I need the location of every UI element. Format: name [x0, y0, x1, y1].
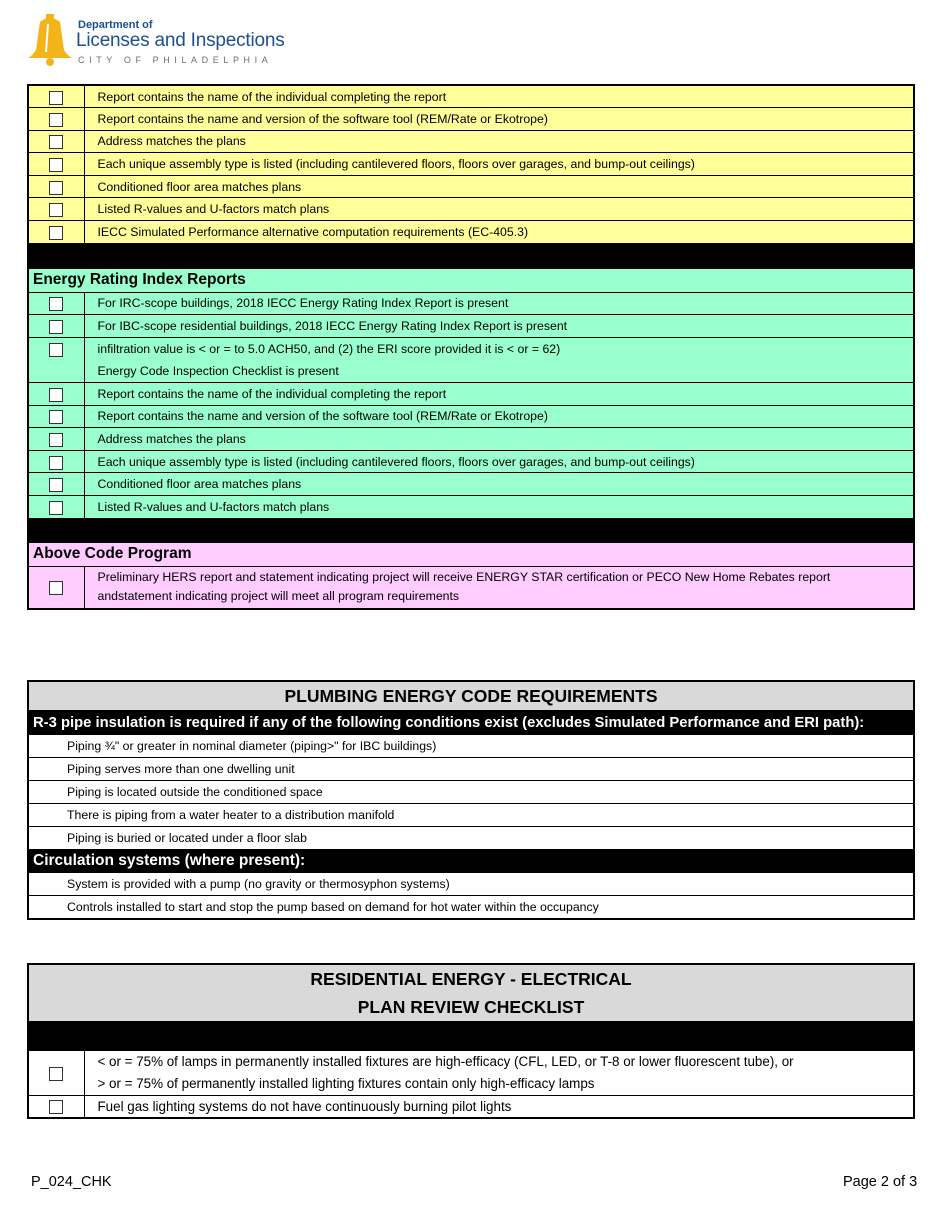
electrical-item	[84, 1051, 914, 1096]
electrical-table	[27, 963, 915, 1119]
circulation-heading: Circulation systems (where present):	[28, 849, 914, 873]
item-text: Energy Code Inspection Checklist is present	[84, 360, 914, 383]
item-text: infiltration value is < or = to 5.0 ACH50, and (2) the ERI score provided it is < or = 62)	[84, 337, 914, 360]
eri-heading-row	[28, 269, 914, 292]
section-divider	[28, 518, 914, 543]
item-text: For IBC-scope residential buildings, 2018 IECC Energy Rating Index Report is present	[84, 315, 914, 338]
section-divider	[28, 243, 914, 269]
item-text: Address matches the plans	[84, 428, 914, 451]
checklist-row	[28, 337, 914, 360]
checklist-row	[28, 175, 914, 198]
plumbing-row	[28, 781, 914, 804]
checkbox[interactable]	[49, 1100, 63, 1114]
electrical-title-line-1: RESIDENTIAL ENERGY - ELECTRICAL	[310, 969, 632, 989]
checkbox[interactable]	[49, 581, 63, 595]
electrical-item: Fuel gas lighting systems do not have continuously burning pilot lights	[97, 1098, 512, 1114]
item-text: Report contains the name of the individual completing the report	[84, 383, 914, 406]
circulation-item: Controls installed to start and stop the pump based on demand for hot water within the occupancy	[67, 900, 599, 914]
item-text: Report contains the name and version of the software tool (REM/Rate or Ekotrope)	[84, 108, 914, 131]
department-logo	[26, 12, 326, 70]
checkbox[interactable]	[49, 433, 63, 447]
section-divider	[28, 1021, 914, 1051]
checklist-row	[28, 496, 914, 519]
item-text: Listed R-values and U-factors match plans	[84, 496, 914, 519]
plumbing-row	[28, 804, 914, 827]
item-text: Each unique assembly type is listed (including cantilevered floors, floors over garages, and bump-out ceilings)	[84, 153, 914, 176]
circulation-row	[28, 896, 914, 920]
item-text: Address matches the plans	[84, 130, 914, 153]
plumbing-row	[28, 758, 914, 781]
checklist-row	[28, 383, 914, 406]
checklist-row	[28, 108, 914, 131]
plumbing-item: Piping ¾" or greater in nominal diameter (piping>" for IBC buildings)	[28, 735, 914, 758]
form-id: P_024_CHK	[31, 1174, 112, 1190]
checkbox[interactable]	[49, 410, 63, 424]
above-code-line-2: andstatement indicating project will meet all program requirements	[97, 589, 460, 604]
checkbox[interactable]	[49, 297, 63, 311]
plumbing-table	[27, 680, 915, 920]
checklist-row	[28, 85, 914, 108]
above-code-line-1: Preliminary HERS report and statement indicating project will receive ENERGY STAR certification or PECO New Home Rebates report	[97, 570, 831, 585]
checklist-row	[28, 198, 914, 221]
checklist-row	[28, 360, 914, 383]
electrical-title-row	[28, 964, 914, 1021]
circulation-row	[28, 873, 914, 896]
logo-line-1: Department of	[78, 19, 153, 31]
plumbing-title-row	[28, 681, 914, 711]
checklist-row	[28, 405, 914, 428]
logo-line-2: Licenses and Inspections	[76, 30, 285, 51]
plumbing-item: There is piping from a water heater to a distribution manifold	[28, 804, 914, 827]
electrical-item-line-1: < or = 75% of lamps in permanently installed fixtures are high-efficacy (CFL, LED, or T-8 or lower fluorescent tube), or	[97, 1054, 794, 1069]
above-code-text	[84, 566, 914, 609]
checklist-row	[28, 221, 914, 244]
checklist-row	[28, 130, 914, 153]
liberty-bell-icon	[26, 12, 74, 68]
checkbox[interactable]	[49, 226, 63, 240]
checklist-row	[28, 153, 914, 176]
electrical-item-line-2: > or = 75% of permanently installed lighting fixtures contain only high-efficacy lamps	[97, 1076, 595, 1091]
electrical-title-line-2: PLAN REVIEW CHECKLIST	[357, 997, 585, 1017]
checklist-row	[28, 292, 914, 315]
plumbing-item: Piping is buried or located under a floor slab	[67, 831, 307, 845]
checklist-row	[28, 315, 914, 338]
electrical-row	[28, 1051, 914, 1096]
energy-checklist-table	[27, 84, 915, 610]
plumbing-subheading: R-3 pipe insulation is required if any of the following conditions exist (excludes Simulated Performance and ERI path):	[28, 711, 914, 736]
item-text: For IRC-scope buildings, 2018 IECC Energy Rating Index Report is present	[84, 292, 914, 315]
checkbox[interactable]	[49, 343, 63, 357]
plumbing-row	[28, 827, 914, 850]
electrical-title	[28, 964, 914, 1021]
checklist-row	[28, 428, 914, 451]
checkbox[interactable]	[49, 135, 63, 149]
checkbox[interactable]	[49, 158, 63, 172]
logo-line-3: CITY OF PHILADELPHIA	[78, 55, 273, 65]
checklist-row	[28, 450, 914, 473]
checklist-row	[28, 473, 914, 496]
page-number: Page 2 of 3	[843, 1174, 918, 1190]
checkbox[interactable]	[49, 113, 63, 127]
item-text: Conditioned floor area matches plans	[84, 175, 914, 198]
checkbox[interactable]	[49, 91, 63, 105]
above-code-heading-row	[28, 543, 914, 566]
checkbox[interactable]	[49, 181, 63, 195]
plumbing-item: Piping is located outside the conditioned space	[28, 781, 914, 804]
checkbox[interactable]	[49, 456, 63, 470]
electrical-row	[28, 1096, 914, 1118]
circulation-heading-row	[28, 849, 914, 873]
checklist-row	[28, 566, 914, 609]
item-text: Report contains the name and version of the software tool (REM/Rate or Ekotrope)	[84, 405, 914, 428]
checkbox[interactable]	[49, 1067, 63, 1081]
above-code-heading: Above Code Program	[28, 543, 914, 566]
checkbox[interactable]	[49, 478, 63, 492]
circulation-item: System is provided with a pump (no gravity or thermosyphon systems)	[28, 873, 914, 896]
item-text: Each unique assembly type is listed (including cantilevered floors, floors over garages, and bump-out ceilings)	[84, 450, 914, 473]
plumbing-row	[28, 735, 914, 758]
checkbox[interactable]	[49, 388, 63, 402]
checkbox[interactable]	[49, 501, 63, 515]
plumbing-title: PLUMBING ENERGY CODE REQUIREMENTS	[28, 681, 914, 711]
item-text: Conditioned floor area matches plans	[84, 473, 914, 496]
plumbing-item: Piping serves more than one dwelling unit	[28, 758, 914, 781]
eri-heading: Energy Rating Index Reports	[28, 269, 914, 292]
checkbox[interactable]	[49, 320, 63, 334]
item-text: IECC Simulated Performance alternative computation requirements (EC-405.3)	[84, 221, 914, 244]
plumbing-subheading-row	[28, 711, 914, 736]
checkbox[interactable]	[49, 203, 63, 217]
item-text: Listed R-values and U-factors match plans	[84, 198, 914, 221]
item-text: Report contains the name of the individual completing the report	[84, 85, 914, 108]
